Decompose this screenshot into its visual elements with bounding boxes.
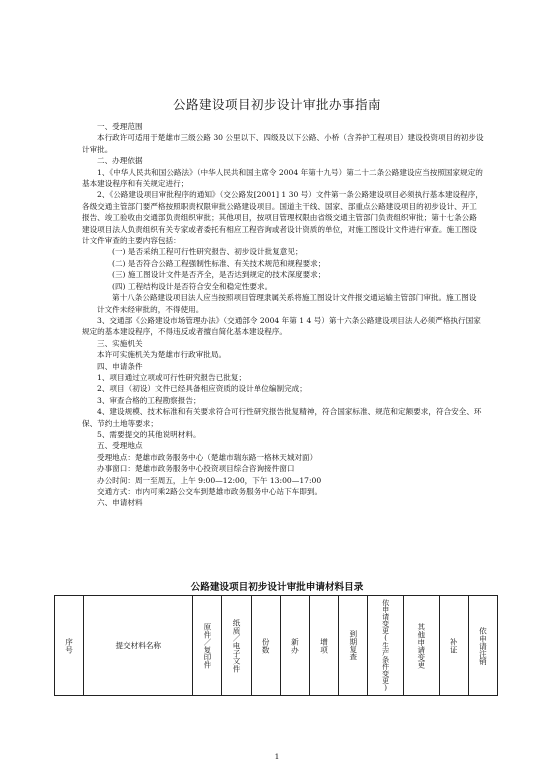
header-cell: 纸质／电子文件 — [222, 596, 251, 696]
paragraph: 1、《中华人民共和国公路法》（中华人民共和国主席令 2004 年第十九号）第二十二条公路建设应当按照国家规定的基本建设程序和有关规定进行； — [82, 167, 483, 189]
paragraph: 受理地点：楚雄市政务服务中心（楚雄市瑞东路一格林天城对面） — [97, 452, 318, 462]
paragraph: 3、审查合格的工程勘察报告； — [97, 395, 201, 405]
header-cell: 份数 — [251, 596, 280, 696]
header-cell: 依申请变更(生产条件变更) — [368, 596, 404, 696]
header-cell: 新办 — [280, 596, 309, 696]
paragraph: 六、申请材料 — [97, 498, 143, 508]
page-number: 1 — [274, 752, 280, 761]
header-cell: 原件／复印件 — [193, 596, 222, 696]
document-title: 公路建设项目初步设计审批办事指南 — [172, 97, 381, 112]
paragraph: 五、受理地点 — [97, 441, 143, 451]
document-body — [82, 121, 484, 509]
paragraph: (四) 工程结构设计是否符合安全和稳定性要求。 — [112, 281, 273, 291]
header-cell: 依申请注销 — [468, 596, 497, 696]
header-cell: 补证 — [439, 596, 468, 696]
paragraph: 一、受理范围 — [97, 122, 143, 131]
header-cell: 到期复查 — [339, 596, 368, 696]
paragraph: 4、建设规模、技术标准和有关要求符合可行性研究报告批复精神，符合国家标准、规范和定额要求，符合安全、环保、节约土地等要求； — [82, 407, 482, 428]
paragraph: (三) 施工图设计文件是否齐全，是否达到规定的技术深度要求； — [112, 270, 326, 280]
paragraph: 第十八条公路建设项目法人应当按照项目管理隶属关系将施工图设计文件报交通运输主管部门审批。施工图设计文件未经审批的，不得使用。 — [97, 293, 477, 314]
paragraph: 5、需要提交的其他说明材料。 — [97, 429, 201, 439]
header-cell: 序号 — [55, 596, 84, 696]
paragraph: 3、交通部《公路建设市场管理办法》（交通部令 2004 年第 1 4 号）第十六条公路建设项目法人必须严格执行国家规定的基本建设程序，不得违反或者擅自简化基本建设程序。 — [82, 315, 481, 337]
paragraph: 四、申请条件 — [97, 361, 143, 371]
paragraph: 交通方式：市内可乘2路公交车到楚雄市政务服务中心站下车即到。 — [97, 487, 323, 496]
header-cell: 增项 — [309, 596, 338, 696]
paragraph: 二、办理依据 — [97, 156, 143, 166]
header-cell: 提交材料名称 — [84, 596, 193, 696]
paragraph: (二) 是否符合公路工程强制性标准、有关技术规范和规程要求； — [112, 258, 326, 268]
paragraph: 本许可实施机关为楚雄市行政审批局。 — [97, 350, 227, 360]
paragraph: 办公时间：周一至周五，上午 9:00—12:00，下午 13:00—17:00 — [97, 475, 322, 485]
materials-table — [54, 595, 498, 696]
paragraph: 本行政许可适用于楚雄市三级公路 30 公里以下、四级及以下公路、小桥（含养护工程项目）建设投资项目的初步设计审批。 — [82, 133, 484, 154]
paragraph: 2、项目（初设）文件已经具备相应资质的设计单位编制完成； — [97, 384, 307, 394]
paragraph: (一) 是否采纳工程可行性研究报告、初步设计批复意见； — [112, 247, 303, 257]
table-header-row — [55, 596, 498, 696]
paragraph: 1、项目通过立项或可行性研究报告已批复； — [97, 372, 247, 382]
header-cell: 其他申请变更 — [403, 596, 439, 696]
paragraph: 三、实施机关 — [97, 338, 143, 348]
table-title: 公路建设项目初步设计审批申请材料目录 — [190, 582, 364, 593]
paragraph: 办事窗口：楚雄市政务服务中心投资项目综合咨询接件窗口 — [97, 464, 295, 474]
paragraph: 2、《公路建设项目审批程序的通知》（交公路发[2001] 1 30 号）文件第一条公路建设项目必须执行基本建设程序，各级交通主管部门要严格按照职责权限审批公路建设项目。国道主干线、国家、部重点公路建设项目的初步设计、开工报告、竣工验收由交通部负责组织审批；其他项目，按项目管理权限由省级交通主管部门负责组织审批；第十七条公路建设项目法人负责组织有关专家或者委托有相应工程咨询或者设计资质的单位，对施工图设计文件进行审查。施工图设计文件审查的主要内容包括： — [82, 190, 483, 246]
